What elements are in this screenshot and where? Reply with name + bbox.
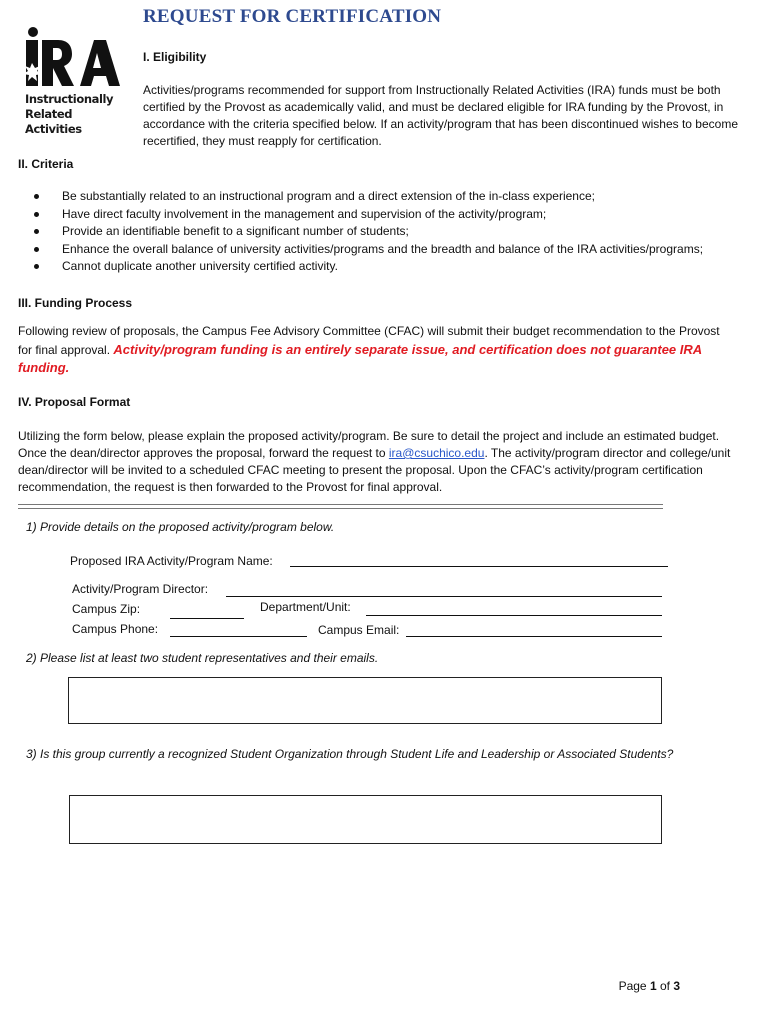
page-title: REQUEST FOR CERTIFICATION	[143, 6, 442, 27]
criteria-item: Be substantially related to an instructional program and a direct extension of the in-class experience;	[18, 188, 758, 206]
proposal-text-end: . The activity/program director and college/unit dean/director will be invited to a scheduled CFAC meeting to present the proposal. Upon the CFAC’s activity/program certification recommendation, the request is then forwarded to the Provost for final approval.	[18, 446, 731, 494]
program-name-label: Proposed IRA Activity/Program Name:	[70, 554, 273, 568]
proposal-text-start: Utilizing the form below, please explain the proposed activity/program. Be sure to detail the project and include an estimated budget. Once the dean/director approves the proposal, forward the request to	[18, 429, 720, 460]
campus-email-field[interactable]	[406, 636, 662, 637]
director-label: Activity/Program Director:	[72, 582, 209, 596]
criteria-item: Enhance the overall balance of university activities/programs and the breadth and balance of the IRA activities/programs;	[18, 241, 758, 259]
proposal-heading: IV. Proposal Format	[18, 395, 131, 409]
criteria-heading: II. Criteria	[18, 157, 74, 171]
logo-line-2: Related	[25, 107, 73, 121]
campus-phone-label: Campus Phone:	[72, 622, 159, 636]
eligibility-text: Activities/programs recommended for support from Instructionally Related Activities (IRA) funds must be both certified by the Provost as academically valid, and must be declared eligible for IRA funding by the Provost, in accordance with the criteria specified below. If an activity/program that has been discontinued wishes to become recertified, they must reapply for certification.	[143, 83, 738, 148]
program-name-field[interactable]	[290, 566, 668, 567]
campus-email-label: Campus Email:	[318, 623, 400, 637]
question-3: 3) Is this group currently a recognized Student Organization through Student Life and Leadership or Associated Students?	[26, 747, 674, 761]
criteria-item: Provide an identifiable benefit to a significant number of students;	[18, 223, 758, 241]
campus-phone-field[interactable]	[170, 636, 307, 637]
page-indicator	[619, 979, 680, 993]
criteria-list	[18, 188, 758, 276]
student-org-textarea[interactable]	[69, 795, 662, 844]
logo-line-3: Activities	[25, 122, 82, 136]
campus-zip-field[interactable]	[170, 618, 244, 619]
criteria-item: Cannot duplicate another university certified activity.	[18, 258, 758, 276]
student-reps-textarea[interactable]	[68, 677, 662, 724]
logo-line-1: Instructionally	[25, 92, 114, 106]
funding-text: Following review of proposals, the Campus Fee Advisory Committee (CFAC) will submit their budget recommendation to the Provost for final approval.	[18, 324, 720, 357]
department-label: Department/Unit:	[260, 600, 351, 614]
ira-logo	[22, 26, 127, 144]
page-total: 3	[673, 979, 680, 993]
divider	[18, 508, 663, 509]
campus-zip-label: Campus Zip:	[72, 602, 141, 616]
proposal-paragraph	[18, 428, 733, 496]
department-field[interactable]	[366, 615, 662, 616]
question-1: 1) Provide details on the proposed activity/program below.	[26, 520, 335, 534]
ira-email-link[interactable]: ira@csuchico.edu	[388, 446, 485, 460]
page-prefix: Page	[618, 979, 650, 993]
criteria-item: Have direct faculty involvement in the management and supervision of the activity/program;	[18, 206, 758, 224]
page-current: 1	[649, 979, 657, 993]
funding-emphasis: Activity/program funding is an entirely separate issue, and certification does not guarantee IRA funding.	[18, 341, 702, 375]
ira-logo-icon	[22, 26, 127, 92]
eligibility-heading: I. Eligibility	[143, 50, 207, 64]
funding-heading: III. Funding Process	[18, 296, 133, 310]
director-field[interactable]	[226, 596, 662, 597]
funding-paragraph	[18, 322, 728, 378]
logo-wordmark	[25, 92, 113, 137]
question-2: 2) Please list at least two student representatives and their emails.	[26, 651, 379, 665]
page-of: of	[656, 979, 674, 993]
divider	[18, 504, 663, 505]
